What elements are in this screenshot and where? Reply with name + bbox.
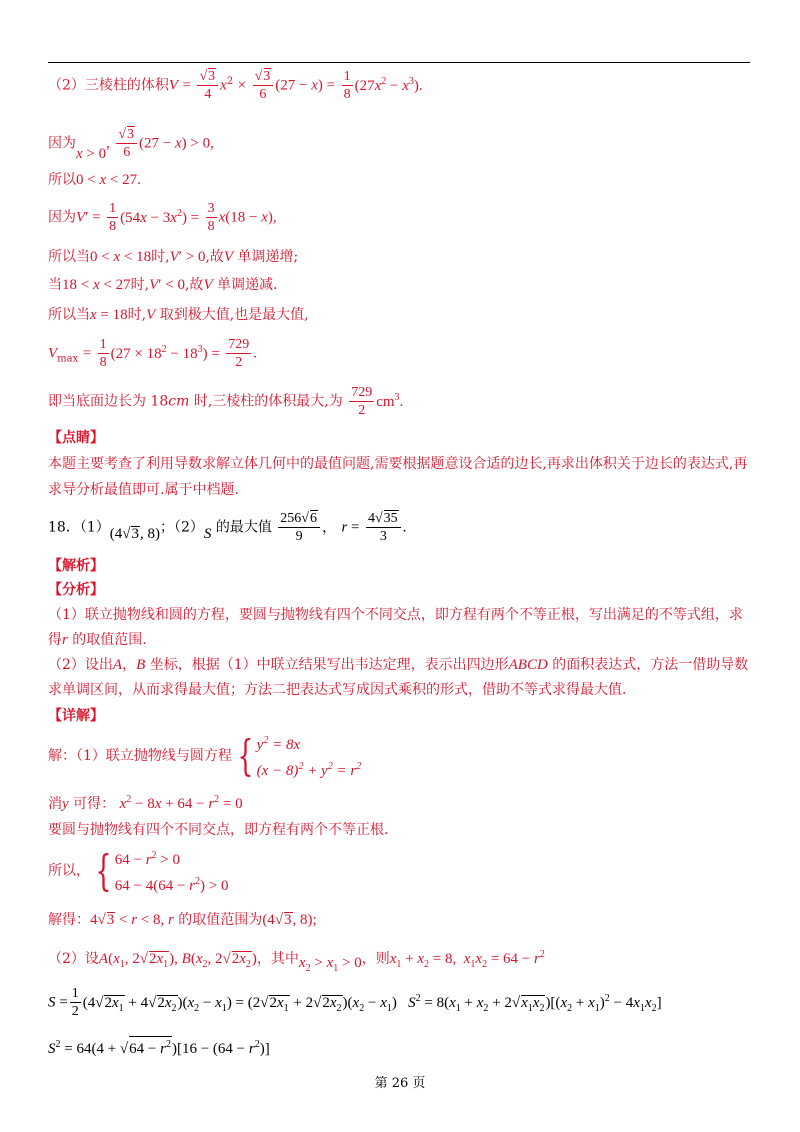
eliminate-line: 消y 可得： $x^2 - 8x + 64 - r^2 = 0$ <box>48 794 243 812</box>
vmax-line: $V_{max}$ = $\frac{1}{8}$ $(27 \times 18^2 - 18^3)$ = $\frac{729}{2}$ . <box>48 337 257 370</box>
solution-line: 解得：4√ 3 < r < 8, r 的取值范围为(4√ 3, 8); <box>48 910 317 930</box>
decreasing-line: 当18 < x < 27时,V′ < 0,故V 单调递减. <box>48 277 278 293</box>
conclusion-line: 即当底面边长为 18cm 时,三棱柱的体积最大,为 $\frac{729}{2}$ $cm^3$. <box>48 385 404 418</box>
page-number: 第 26 页 <box>374 1076 426 1091</box>
domain-condition-line: 因为x > 0, √ $\frac{3}{6}$ (27 − x) > 0, <box>48 126 214 161</box>
derivative-line: 因为V′ = $\frac{1}{8}$ $(54x - 3x^2)$ = $\frac{3}{8}$ x(18 − x), <box>48 201 277 234</box>
dianjing-body-1: 本题主要考查了利用导数求解立体几何中的最值问题,需要根据题意设合适的边长,再求出体积关于边长的表达式,再 <box>48 456 748 472</box>
fenxi-heading: 【分析】 <box>48 582 104 598</box>
fenxi-1b: 得r 的取值范围. <box>48 632 147 648</box>
dianjing-body-2: 求导分析最值即可.属于中档题. <box>48 482 239 498</box>
inequality-system-line: 所以， { $64 - r^2 > 0$ $64 - 4(64 - r^2) > 0$ <box>48 846 229 895</box>
dianjing-heading: 【点睛】 <box>48 430 104 446</box>
points-line: （2）设$A(x_1$, 2√ $2x_1$), $B(x_2$, 2√ $2x_2$)，其中$x_2 > x_1 > 0$，则$x_1 + x_2 = 8$, $x_1x_2 = 64 - r^2$ <box>48 945 545 975</box>
extremum-line: 所以当x = 18时,V 取到极大值,也是最大值, <box>48 307 309 323</box>
volume-formula-line: （2）三棱柱的体积V = √ $\frac{3}{4}$ $x^2$ × √ $\frac{3}{6}$ (27 − x) = $\frac{1}{8}$ $(27x^2 - x^3)$. <box>48 68 423 103</box>
area-squared-line: $S^2 = 64(4$ + √ $64 - r^2)[16 - (64 - r^2)]$ <box>48 1035 270 1059</box>
jiexi-heading: 【解析】 <box>48 558 104 574</box>
increasing-line: 所以当0 < x < 18时,V′ > 0,故V 单调递增; <box>48 249 299 265</box>
q18-answer-line: 18．（1）(4√ 3, 8)；（2）S 的最大值 $\frac{256√ 6}{9}$ ， r = $\frac{4√ 35}{3}$ . <box>48 510 406 545</box>
condition-line: 要圆与抛物线有四个不同交点，即方程有两个不等正根. <box>48 822 389 838</box>
fenxi-1a: （1）联立抛物线和圆的方程，要圆与抛物线有四个不同交点，即方程有两个不等正根，写出满足的不等式组，求 <box>48 607 743 623</box>
fenxi-2d: 求单调区间，从而求得最大值；方法二把表达式写成因式乘积的形式，借助不等式求得最大值. <box>48 682 627 698</box>
domain-result-line: 所以0 < x < 27. <box>48 172 141 188</box>
xiangjie-heading: 【详解】 <box>48 708 104 724</box>
header-rule <box>48 62 750 63</box>
area-formula-line: S = $\frac{1}{2}$ (4√ $2x_1 + 4√$ $2x_2)(x_2 - x_1) = (2√$ $2x_1 + 2√$ $2x_2)(x_2 - x_1)$ $S^2 = 8(x_1 + x_2 + 2√$ $x_1x_2)[(x_2 + x_1)^2 - 4x_1x_2]$ <box>48 985 662 1020</box>
fenxi-2a: （2）设出A，B 坐标，根据（1）中联立结果写出韦达定理，表示出四边形ABCD 的面积表达式，方法一借助导数 <box>48 657 749 673</box>
system-line: 解：（1）联立抛物线与圆方程 { $y^2 = 8x$ $(x - 8)^2 + y^2 = r^2$ <box>48 731 362 780</box>
